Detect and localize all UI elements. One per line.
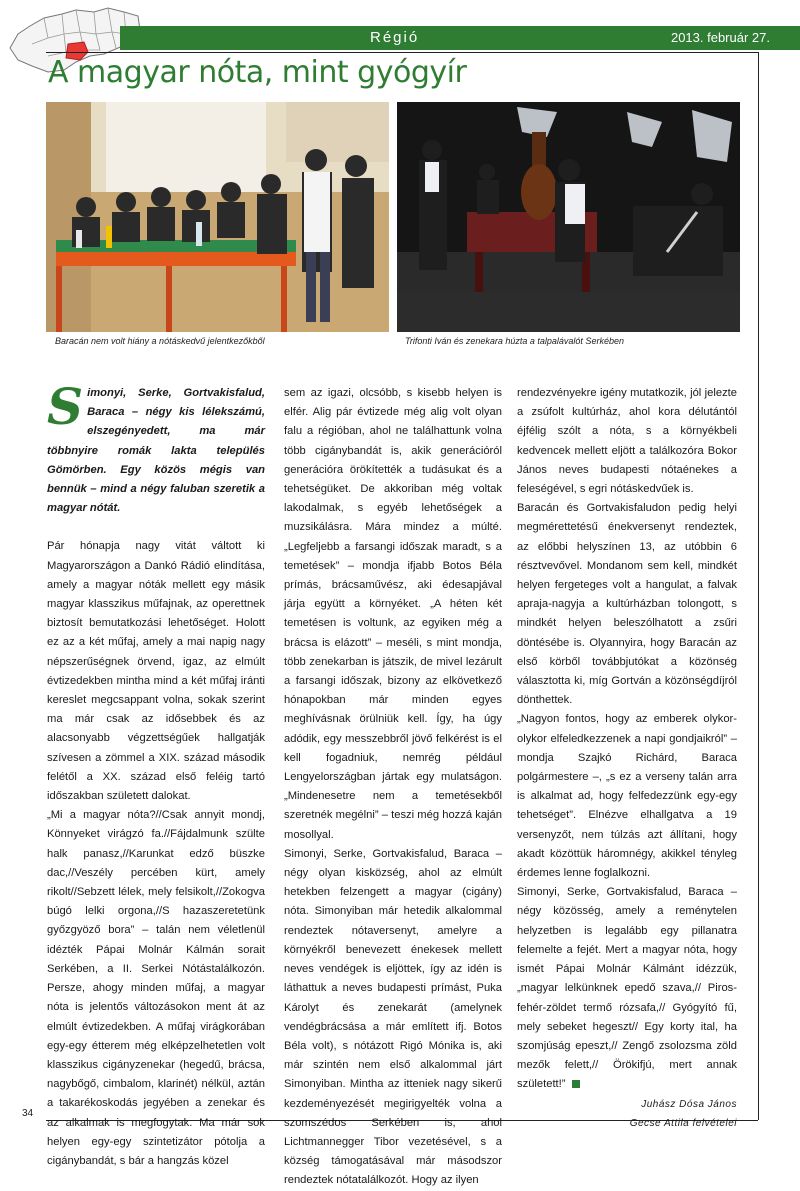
photo-audience [46,102,389,332]
paragraph: „Nagyon fontos, hogy az emberek olykor-olykor elfeledkezzenek a napi gondjaikról” – mondja Szajkó Richárd, Baraca polgármestere –, „s ez a verseny talán arra is alkalmat ad, hogy felfedezzünk egy-egy tehetséget”. Elnézve elhallgatva a 19 versenyzőt, nem túlzás azt állítani, hogy akadt közöttük háromnégy, akikkel tényleg érdemes lenne foglalkozni. [517,713,737,880]
paragraph [517,883,737,1094]
frame-top-rule [46,52,758,53]
photo-band [397,102,740,332]
author-byline: Juhász Dósa János [641,1098,737,1110]
drop-cap: S [47,377,84,436]
end-mark-icon [572,1080,580,1088]
article-column-2 [284,384,502,1191]
article-lead [47,377,265,518]
section-header-band [120,26,800,50]
lead-text: imonyi, Serke, Gortvakisfalud, Baraca – négy kis lélekszámú, elszegényedett, ma már többnyire romák lakta település Gömörben. Egy közös mégis van bennük – mind a négy faluban szeretik a magyar nótát. [47,387,265,515]
page-number: 34 [22,1108,34,1119]
article-column-1 [47,377,265,1171]
photo-caption-2: Trifonti Iván és zenekara húzta a talpalávalót Serkében [405,336,624,346]
article-column-3 [517,384,737,1133]
issue-date: 2013. február 27. [670,30,770,45]
paragraph-text: Simonyi, Serke, Gortvakisfalud, Baraca – négy közösség, amely a reménytelen helyzetben is legalább egy pillanatra felemelte a fejét. Mert a magyar nóta, hogy ismét Pápai Molnár Kálmánt idézzük, „magyar lelkünknek epedő szava,// Piros-fehér-zöldet termő rózsafa,// Gyógyító fű, mely sebeket hegeszt// Egy korty ital, ha szomjúság epeszt,// Zengő zsolozsma zöld mezők felett,// Örökifjú, mert annak született!” [517,886,737,1091]
paragraph: „Mi a magyar nóta?//Csak annyit mondj, Könnyeket virágzó fa.//Fájdalmunk szülte halk panasz,//Karunkat edző büszke dac,//Veszély percében kürt, amely rikolt//Sebzett lélek, mely felsikolt,//Zokogva búgó lelki orgona,//S hazaszeretetünk győzgyöző bora” – talán nem véletlenül idézték Pápai Molnár Kálmán sorait Serkében, a II. Serkei Nótástalálkozón. Persze, ahogy minden műfaj, a magyar nóta is jelentős változásokon ment át az elmúlt évtizedekben. A műfaj virágkorában egy-egy étterem még elképzelhetetlen volt klasszikus cigányzenekar (hegedű, brácsa, nagybőgő, cimbalom, klarinét) nélkül, aztán a takarékoskodás jegyében a zenekar és az alkalmak is megfogytak. Ma már sok helyen egy-egy szintetizátor pótolja a cigánybandát, s bár a hangzás közel [47,809,265,1167]
frame-right-rule [758,52,759,1120]
paragraph: Baracán és Gortvakisfaludon pedig helyi megmérettetésű énekversenyt rendeztek, az előbbi helyszínen 13, az utóbbin 6 résztvevővel. Mondanom sem kell, mindkét helyen fergeteges volt a hangulat, a falvak apraja-nagyja a kultúrházban tolongott, s mindkét helyen beleszólhatott a zsűri döntésébe is. Olyannyira, hogy Baracán az első körből továbbjutókat a közönség választotta ki, míg Gortván a közönségdíjról dönthettek. [517,502,737,707]
paragraph: sem az igazi, olcsóbb, s kisebb helyen is elfér. Alig pár évtizede még alig volt olyan falu a régióban, ahol ne találhattunk volna több cigánybandát is, akik generációról generációra örökítették a tudásukat és a tehetségüket. De akkoriban még voltak lakodalmak, s egyéb lehetőségek a muzsikálásra. Mára mindez a múlté. „Legfeljebb a farsangi időszak maradt, s a temetések” – mondja ifjabb Botos Béla prímás, brácsaművész, aki édesapjával járja együtt a környéket. „A héten két temetésen is voltunk, az egyiken még a brácsa is elázott” – meséli, s mint mondja, több zenekarban is játszik, de mivel lezárult a farsangi időszak, bizony az elkövetkező hónapokban már minden egyes meghívásnak örülniük kell. Így, ha úgy adódik, egy messzebbről jövő felkérést is el kell fogadniuk, nemrég például Lengyelországban jártak egy mulatságon. „Mindenesetre nem a temetésekből szeretnék megélni” – teszi még hozzá kaján mosollyal. [284,387,502,841]
photo-credit: Gecse Attila felvételei [629,1117,737,1129]
paragraph: Pár hónapja nagy vitát váltott ki Magyarországon a Dankó Rádió elindítása, amely a magyar nóták mellett egy másik magyar klasszikus műfajnak, az operettnek biztosít bemutatkozási lehetőséget. Holott ez az a két műfaj, amely a mai napig nagy népszerűségnek örvend, igaz, az elmúlt évtizedekben mintha mind a két műfaj iránti kereslet megcsappant volna, sokak szerint ma már csak az idősebbek és az alacsonyabb végzettségűek hallgatják szívesen a zömmel a XIX. század második felétől a XX. század első feléig tartó időszakban született dalokat. [47,540,265,803]
photo-caption-1: Baracán nem volt hiány a nótáskedvű jelentkezőkből [55,336,265,346]
section-label: Régió [370,29,420,46]
article-title: A magyar nóta, mint gyógyír [48,55,467,90]
paragraph: Simonyi, Serke, Gortvakisfalud, Baraca – négy olyan kisközség, ahol az elmúlt hetekben felzengett a magyar (cigány) nóta. Simonyiban már hetedik alkalommal rendeztek nótaversenyt, amelyre a környékről benevezett énekesek mellett neves vendégek is eljöttek, így az idén is láthattuk a neves budapesti prímást, Puka Károlyt és zenekarát (amelynek vendégbrácsása a már említett ifj. Botos Béla volt), s nótázott Rigó Mónika is, aki már szintén nem első alkalommal járt Simonyiban. Mintha az itteniek nagy sikerű kezdeményezését megirigyelték volna a szomszédos Serkében is, ahol Lichtmannegger Tibor vezetésével, s a község támogatásával már másodszor rendeztek nótatalálkozót. Hogy az ilyen [284,847,502,1187]
paragraph: rendezvényekre igény mutatkozik, jól jelezte a zsúfolt kultúrház, ahol kora délutántól éjfélig szólt a nóta, s a környékbeli kedvencek mellett eljött a találkozóra Bokor János neves budapesti nótaénekes a feleségével, s egri nótáskedvűek is. [517,387,737,496]
